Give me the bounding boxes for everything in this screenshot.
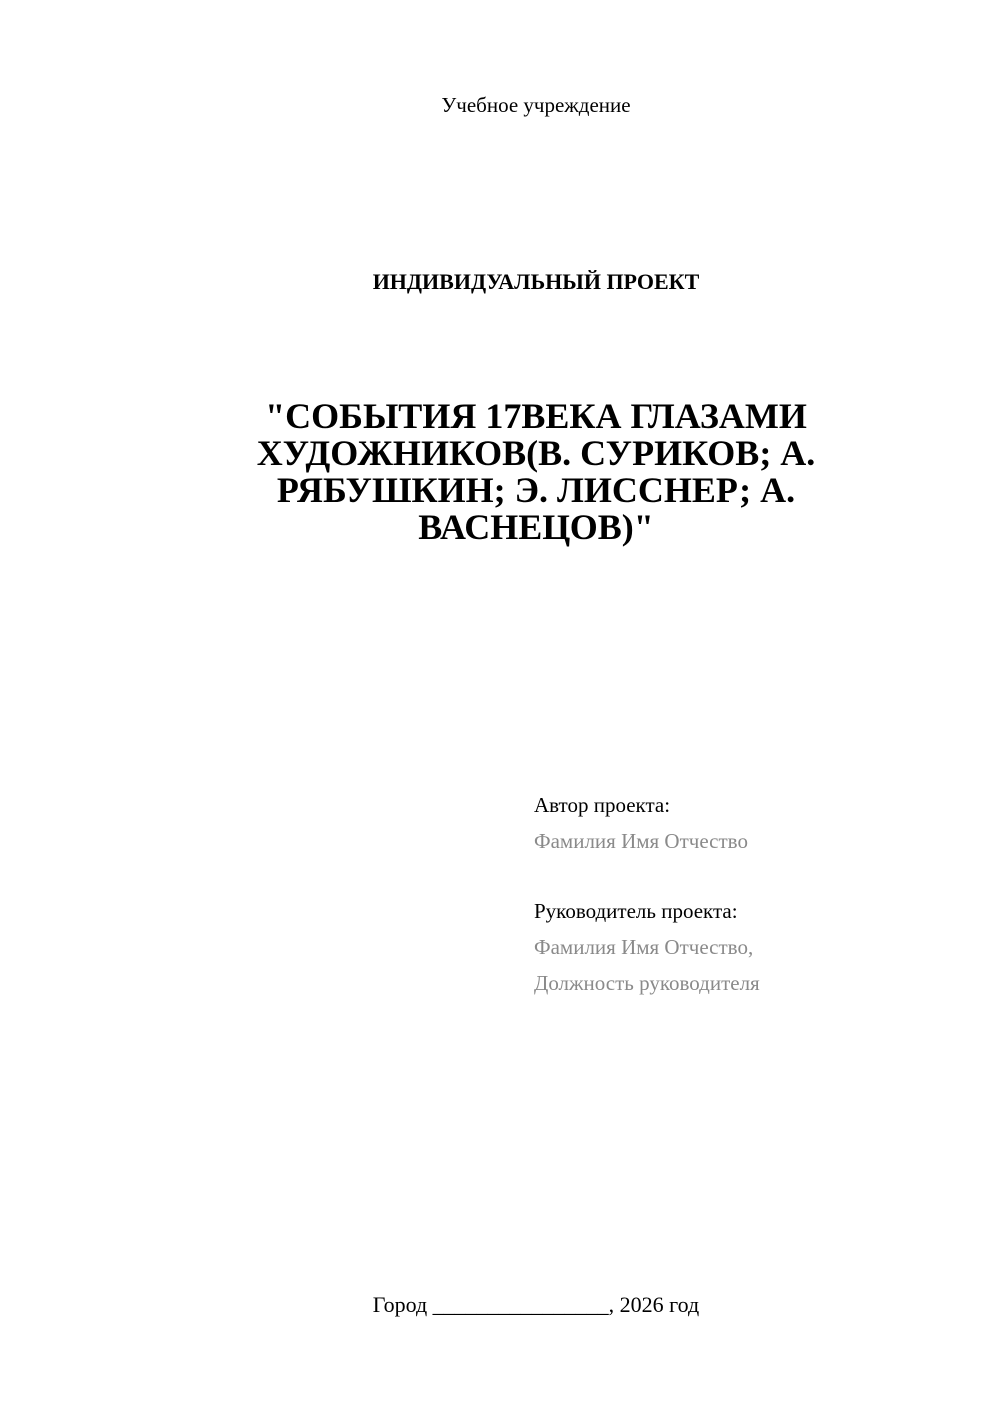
project-type-heading: ИНДИВИДУАЛЬНЫЙ ПРОЕКТ [372,269,700,294]
author-name: Фамилия Имя Отчество [534,829,748,853]
city-year-line: Город ________________, 2026 год [372,1292,700,1317]
project-title-line: ХУДОЖНИКОВ(В. СУРИКОВ; А. [256,433,816,473]
supervisor-position: Должность руководителя [534,971,760,995]
author-block [534,787,974,859]
project-title-line: РЯБУШКИН; Э. ЛИССНЕР; А. [276,470,796,510]
project-title-line: ВАСНЕЦОВ)" [418,507,654,547]
supervisor-label: Руководитель проекта: [534,899,738,923]
project-title-line: "СОБЫТИЯ 17ВЕКА ГЛАЗАМИ [265,396,807,436]
project-title [215,398,857,546]
supervisor-name: Фамилия Имя Отчество, [534,935,754,959]
author-label: Автор проекта: [534,793,671,817]
institution-name: Учебное учреждение [441,93,631,117]
supervisor-block [534,893,974,1001]
